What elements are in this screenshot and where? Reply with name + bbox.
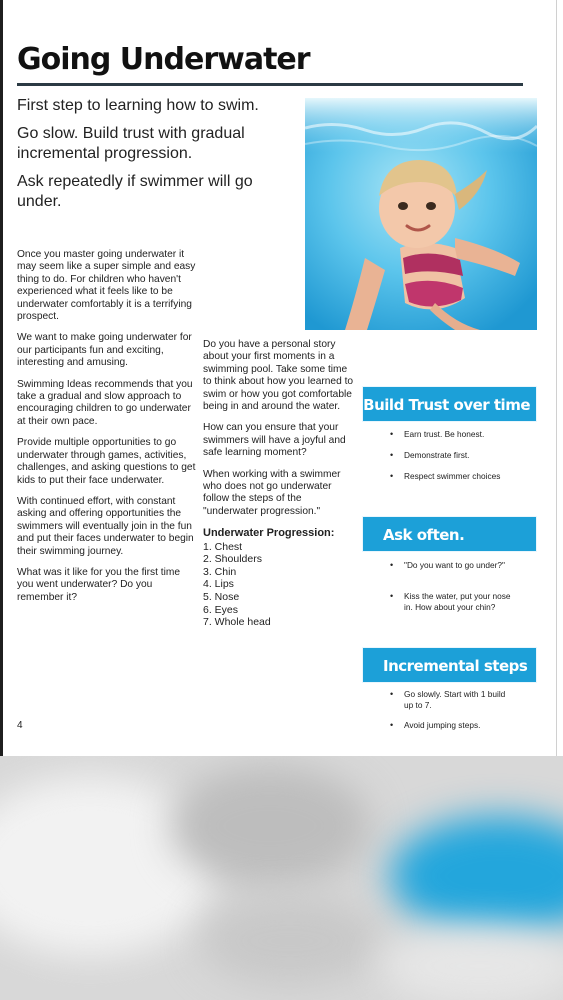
progression-step: 4. Lips [203,578,234,591]
sidebar-bullet: • Avoid jumping steps. [404,720,544,731]
lead-text [17,96,297,220]
sidebar-bullet: • Kiss the water, put your nose in. How about your chin? [404,591,516,612]
hero-image-child-swimming [305,98,537,330]
progression-step: 2. Shoulders [203,553,262,566]
sidebar-bullet: • Demonstrate first. [404,450,544,461]
progression-title: Underwater Progression: [203,527,335,540]
page-title: Going Underwater [17,42,310,77]
body-column-2 [203,339,358,629]
paragraph: When working with a swimmer who does not go underwater follow the steps of the "underwater progression." [203,468,341,517]
sidebar-bullet: • Earn trust. Be honest. [404,429,544,440]
paragraph: With continued effort, with constant asking and offering opportunities the swimmers will eventually join in the fun and put their faces underwater to begin their swimming journey. [17,495,194,557]
paragraph: Provide multiple opportunities to go underwater through games, activities, challenges, and asking questions to get kids to put their face underwater. [17,437,196,486]
paragraph: How can you ensure that your swimmers will have a joyful and safe learning moment? [203,422,346,459]
progression-step: 6. Eyes [203,603,239,616]
lead-line-2: Go slow. Build trust with gradual incremental progression. [17,125,245,162]
paragraph: Swimming Ideas recommends that you take a gradual and slow approach to encouraging children to go underwater at their own pace. [17,378,193,427]
progression-step: 1. Chest [203,540,243,553]
progression-step: 7. Whole head [203,616,271,629]
paragraph: Do you have a personal story about your first moments in a swimming pool. Take some time to think about how you learned to swim or how you got comfortable being in and around the water. [203,339,354,413]
left-page-edge [0,0,3,756]
paragraph: We want to make going underwater for our participants fun and exciting, interesting and amusing. [17,332,192,369]
paragraph: Once you master going underwater it may seem like a super simple and easy thing to do. For children who haven't experienced what it feels like to be underwater comfortably it is a terrifying prospect. [17,249,196,323]
right-page-edge [556,0,557,756]
progression-step: 5. Nose [203,591,240,604]
blurred-background [0,756,563,1000]
sidebar-heading-ask-often: Ask often. [362,516,537,552]
progression-list [203,541,358,629]
paragraph: What was it like for you the first time you went underwater? Do you remember it? [17,566,181,603]
page-number: 4 [17,720,23,731]
sidebar-heading-build-trust: Build Trust over time [362,386,537,422]
lead-line-1: First step to learning how to swim. [17,97,259,114]
title-underline [17,83,523,86]
progression-step: 3. Chin [203,565,237,578]
sidebar-heading-incremental-steps: Incremental steps [362,647,537,683]
lead-line-3: Ask repeatedly if swimmer will go under. [17,173,253,210]
swimmer-illustration [305,98,537,330]
sidebar-bullet: • "Do you want to go under?" [404,560,516,571]
body-column-1 [17,249,197,613]
sidebar-bullet: • Go slowly. Start with 1 build up to 7. [404,689,516,710]
sidebar-bullet: • Respect swimmer choices [404,471,544,482]
